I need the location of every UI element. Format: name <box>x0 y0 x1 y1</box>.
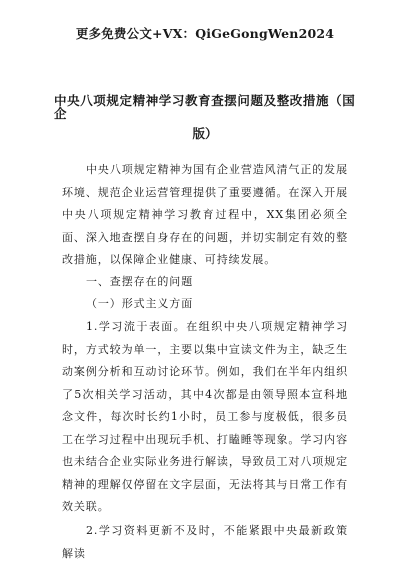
intro-paragraph: 中央八项规定精神为国有企业营造风清气正的发展环境、规范企业运营管理提供了重要遵循。在深入开展中央八项规定精神学习教育过程中，XX集团必须全面、深入地查摆自身存在的问题，并切实制定有效的整改措施，以保障企业健康、可持续发展。 <box>62 163 348 266</box>
item-paragraph-1: 1.学习流于表面。在组织中央八项规定精神学习时，方式较为单一，主要以集中宣读文件为主，缺乏生动案例分析和互动讨论环节。例如，我们在半年内组织了5次相关学习活动，其中4次都是由领导照本宣科地念文件，每次时长约1小时，员工参与度极低，很多员工在学习过程中出现玩手机、打瞌睡等现象。学习内容也未结合企业实际业务进行解读，导致员工对八项规定精神的理解仅停留在文字层面，无法将其与日常工作有效关联。 <box>62 320 348 513</box>
item-paragraph-2: 2.学习资料更新不及时，不能紧跟中央最新政策解读 <box>62 524 348 560</box>
promo-header: 更多免费公文+VX：QiGeGongWen2024 <box>75 26 335 41</box>
document-title: 中央八项规定精神学习教育查摆问题及整改措施（国企 <box>54 93 356 121</box>
subsection-heading: （一）形式主义方面 <box>86 297 194 310</box>
section-heading: 一、查摆存在的问题 <box>86 275 194 288</box>
document-title-continuation: 版） <box>192 126 218 141</box>
